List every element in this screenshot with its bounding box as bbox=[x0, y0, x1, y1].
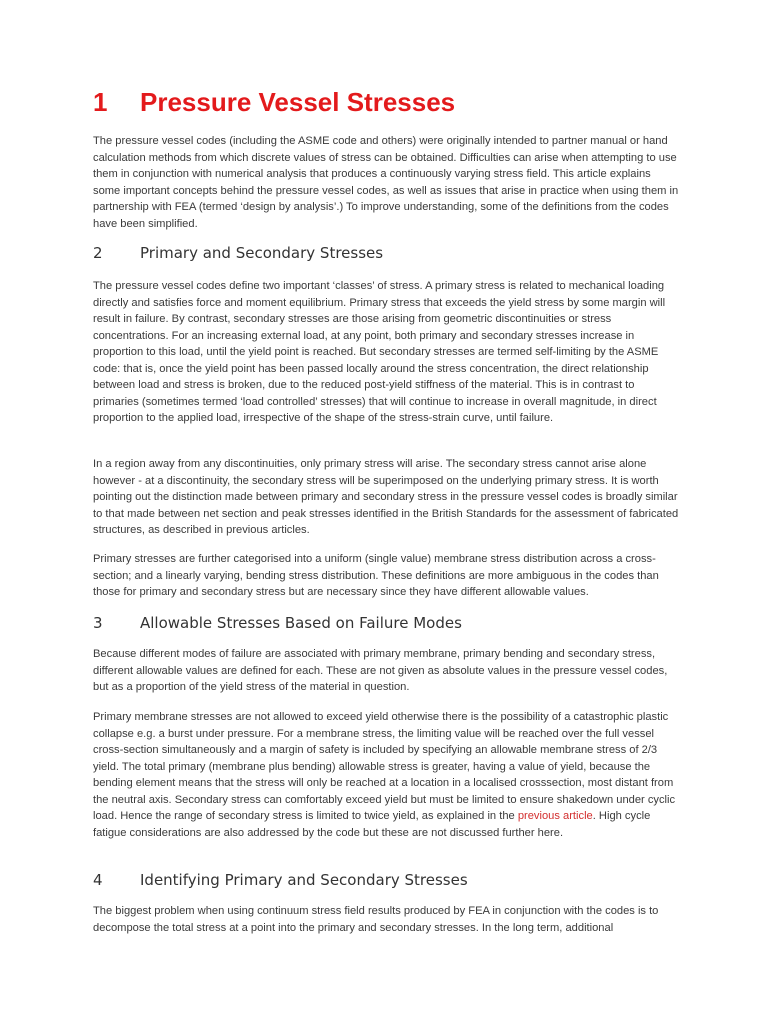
section-2-title: Primary and Secondary Stresses bbox=[140, 244, 384, 262]
section-3-paragraph-2-text-b: . High cycle fatigue considerations are also addressed by the code but these are not discussed further here. bbox=[93, 810, 651, 839]
section-4-paragraph-1: The biggest problem when using continuum stress field results produced by FEA in conjunction with the codes is to decompose the total stress at a point into the primary and secondary stresses. In the long term, additional bbox=[93, 905, 659, 934]
section-3-paragraph-2-text-a: Primary membrane stresses are not allowed to exceed yield otherwise there is the possibility of a catastrophic plastic collapse e.g. a burst under pressure. For a membrane stress, the limiting value will be reached over the full vessel cross-section simultaneously and a margin of safety is included by specifying an allowable membrane stress of 2/3 yield. The total primary (membrane plus bending) allowable stress is greater, having a value of yield, because the bending element means that the stress will only be reached at a location in a localised crosssection, most distant from the neutral axis. Secondary stress can comfortably exceed yield but must be limited to ensure shakedown under cyclic load. Hence the range of secondary stress is limited to twice yield, as explained in the bbox=[93, 711, 676, 822]
section-2-paragraph-3: Primary stresses are further categorised into a uniform (single value) membrane stress distribution across a cross-section; and a linearly varying, bending stress distribution. These definitions are more ambiguous in the codes than those for primary and secondary stress but are necessary since they have different allowable values. bbox=[93, 553, 659, 598]
section-2-paragraph-2: In a region away from any discontinuities, only primary stress will arise. The secondary stress cannot arise alone however - at a discontinuity, the secondary stress will be superimposed on the underlying primary stress. It is worth pointing out the distinction made between primary and secondary stress in the pressure vessel codes is broadly similar to that made between net section and peak stresses identified in the British Standards for the assessment of fabricated structures, as described in previous articles. bbox=[93, 458, 679, 536]
section-4-heading bbox=[93, 869, 468, 891]
section-3-number: 3 bbox=[93, 614, 103, 632]
section-2-paragraph-1: The pressure vessel codes define two important ‘classes’ of stress. A primary stress is related to mechanical loading directly and satisfies force and moment equilibrium. Primary stress that exceeds the yield stress by some margin will result in failure. By contrast, secondary stresses are those arising from geometric discontinuities or stress concentrations. For an increasing external load, at any point, both primary and secondary stresses increase in proportion to this load, until the yield point is reached. But secondary stresses are termed self-limiting by the ASME code: that is, once the yield point has been passed locally around the stress concentration, the direct relationship between load and stress is broken, due to the reduced post-yield stiffness of the material. This is in contrast to primaries (sometimes termed ‘load controlled’ stresses) that will continue to increase in overall magnitude, in direct proportion to the applied load, irrespective of the shape of the stress-strain curve, until failure. bbox=[93, 280, 666, 424]
section-3-title: Allowable Stresses Based on Failure Modes bbox=[140, 614, 462, 632]
previous-article-link[interactable]: previous article bbox=[517, 810, 593, 822]
section-3-heading bbox=[93, 612, 462, 634]
section-4-number: 4 bbox=[93, 871, 103, 889]
section-1-title-text: Pressure Vessel Stresses bbox=[140, 87, 456, 117]
section-2-number: 2 bbox=[93, 244, 103, 262]
section-4-title: Identifying Primary and Secondary Stresses bbox=[140, 871, 468, 889]
section-3-paragraph-1: Because different modes of failure are associated with primary membrane, primary bending and secondary stress, different allowable values are defined for each. These are not given as absolute values in the pressure vessel codes, but as a proportion of the yield stress of the material in question. bbox=[93, 648, 668, 693]
section-2-heading bbox=[93, 242, 383, 264]
section-1-paragraph-1: The pressure vessel codes (including the ASME code and others) were originally intended to partner manual or hand calculation methods from which discrete values of stress can be obtained. Difficulties can arise when attempting to use them in conjunction with numerical analysis that produces a continuously varying stress field. This article explains some important concepts behind the pressure vessel codes, as well as issues that arise in practice when using them in partnership with FEA (termed ‘design by analysis’.) To improve understanding, some of the definitions from the codes have been simplified. bbox=[93, 135, 679, 230]
section-3-paragraph-2 bbox=[93, 709, 679, 841]
section-1-number: 1 bbox=[93, 87, 108, 117]
section-1-title bbox=[93, 82, 455, 122]
